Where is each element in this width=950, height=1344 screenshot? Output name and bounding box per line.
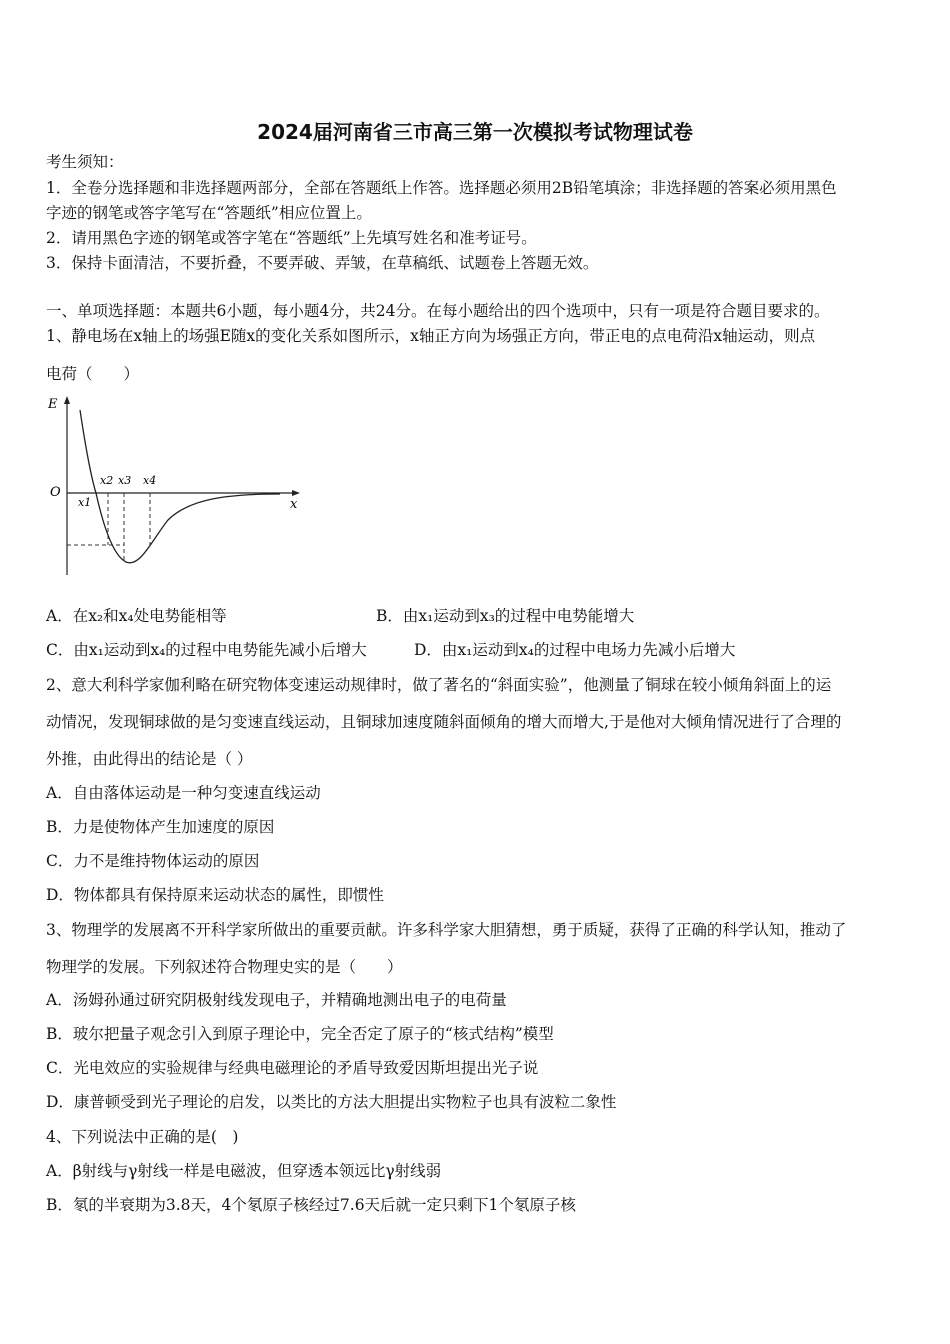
notice-item: 1．全卷分选择题和非选择题两部分，全部在答题纸上作答。选择题必须用2B铅笔填涂；非选择题的答案必须用黑色 [46,179,837,197]
graph-x4-label: x4 [143,474,157,487]
q1-option-d: D．由x₁运动到x₄的过程中电场力先减小后增大 [414,641,736,659]
q2-option: C．力不是维持物体运动的原因 [46,852,260,870]
section-heading: 一、单项选择题：本题共6小题，每小题4分，共24分。在每小题给出的四个选项中，只有一项是符合题目要求的。 [46,302,830,320]
question-1-stem: 1、静电场在x轴上的场强E随x的变化关系如图所示，x轴正方向为场强正方向，带正电的点电荷沿x轴运动，则点 [46,327,816,345]
question-2-stem-cont: 动情况，发现铜球做的是匀变速直线运动，且铜球加速度随斜面倾角的增大而增大,于是他对大倾角情况进行了合理的 [46,713,842,731]
question-4-stem: 4、下列说法中正确的是( ) [46,1128,239,1146]
q2-option: D．物体都具有保持原来运动状态的属性，即惯性 [46,886,384,904]
notice-item: 3．保持卡面清洁，不要折叠，不要弄破、弄皱，在草稿纸、试题卷上答题无效。 [46,254,599,272]
notice-heading: 考生须知： [46,153,124,171]
e-x-graph [40,390,320,580]
graph-x-label: x [290,497,298,512]
question-1-stem-cont: 电荷（ ） [46,365,140,383]
notice-item: 字迹的钢笔或答字笔写在“答题纸”相应位置上。 [46,204,372,222]
q2-option: A．自由落体运动是一种匀变速直线运动 [46,784,321,802]
q3-option: D．康普顿受到光子理论的启发，以类比的方法大胆提出实物粒子也具有波粒二象性 [46,1093,617,1111]
notice-item: 2．请用黑色字迹的钢笔或答字笔在“答题纸”上先填写姓名和准考证号。 [46,229,537,247]
q4-option: B．氡的半衰期为3.8天，4个氡原子核经过7.6天后就一定只剩下1个氡原子核 [46,1196,576,1214]
q1-option-b: B．由x₁运动到x₃的过程中电势能增大 [376,607,635,625]
q4-option: A．β射线与γ射线一样是电磁波，但穿透本领远比γ射线弱 [46,1162,442,1180]
question-2-stem-cont: 外推，由此得出的结论是（ ） [46,750,253,768]
q3-option: B．玻尔把量子观念引入到原子理论中，完全否定了原子的“核式结构”模型 [46,1025,554,1043]
graph-x2-label: x2 [100,474,114,487]
q1-option-a: A．在x₂和x₄处电势能相等 [46,607,227,625]
q1-option-c: C．由x₁运动到x₄的过程中电势能先减小后增大 [46,641,367,659]
graph-origin-label: O [50,485,61,500]
q3-option: A．汤姆孙通过研究阴极射线发现电子，并精确地测出电子的电荷量 [46,991,507,1009]
question-3-stem-cont: 物理学的发展。下列叙述符合物理史实的是（ ） [46,958,403,976]
question-3-stem: 3、物理学的发展离不开科学家所做出的重要贡献。许多科学家大胆猜想，勇于质疑，获得了正确的科学认知，推动了 [46,921,847,939]
graph-e-label: E [48,397,58,412]
page-title: 2024届河南省三市高三第一次模拟考试物理试卷 [257,120,693,144]
question-2-stem: 2、意大利科学家伽利略在研究物体变速运动规律时，做了著名的“斜面实验”，他测量了铜球在较小倾角斜面上的运 [46,676,832,694]
q2-option: B．力是使物体产生加速度的原因 [46,818,275,836]
graph-x3-label: x3 [118,474,132,487]
graph-x1-label: x1 [78,496,92,509]
q3-option: C．光电效应的实验规律与经典电磁理论的矛盾导致爱因斯坦提出光子说 [46,1059,539,1077]
